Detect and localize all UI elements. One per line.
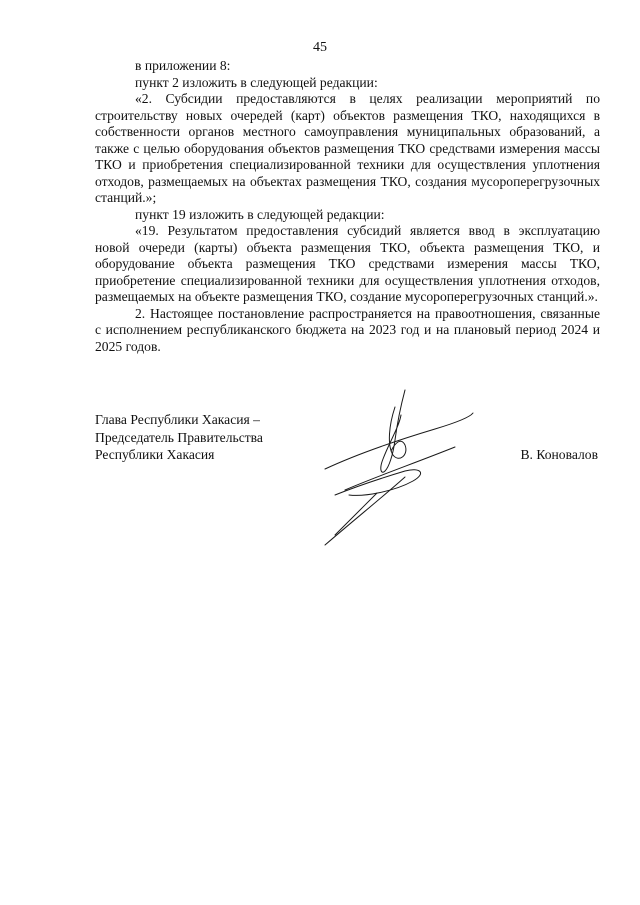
paragraph-item19-intro: пункт 19 изложить в следующей редакции:	[135, 206, 385, 222]
signer-title-line: Председатель Правительства	[95, 429, 263, 445]
paragraph-item19-text: «19. Результатом предоставления субсидий является ввод в эксплуатацию новой очереди (карты) объекта размещения ТКО, объекта размещения ТКО, и оборудование объекта размещения ТКО средствами измерения массы ТКО, приобретение специализированной техники для осуществления уплотнения отходов, размещаемых на объекте размещения ТКО, создание мусороперегрузочных станций.».	[95, 223, 600, 304]
paragraph-item2-text: «2. Субсидии предоставляются в целях реализации мероприятий по строительству новых очередей (карт) объектов размещения ТКО, находящихся в собственности органов местного самоуправления муниципальных образований, а также с целью оборудования объектов размещения ТКО средствами измерения массы ТКО и приобретения специализированной техники для осуществления уплотнения отходов, размещаемых на объектах размещения ТКО, создания мусороперегрузочных станций.»;	[95, 91, 600, 205]
page-number: 45	[313, 40, 327, 55]
signer-name: В. Коновалов	[520, 447, 598, 462]
paragraph-clause2: 2. Настоящее постановление распространяется на правоотношения, связанные с исполнением республиканского бюджета на 2023 год и на плановый период 2024 и 2025 годов.	[95, 305, 600, 354]
signer-title	[95, 411, 263, 464]
paragraph-item2-intro: пункт 2 изложить в следующей редакции:	[135, 74, 378, 90]
document-body	[95, 58, 600, 355]
signer-title-line: Республики Хакасия	[95, 447, 215, 462]
signer-title-line: Глава Республики Хакасия –	[95, 412, 260, 427]
handwritten-signature	[305, 385, 475, 550]
paragraph-appendix-intro: в приложении 8:	[135, 58, 231, 73]
